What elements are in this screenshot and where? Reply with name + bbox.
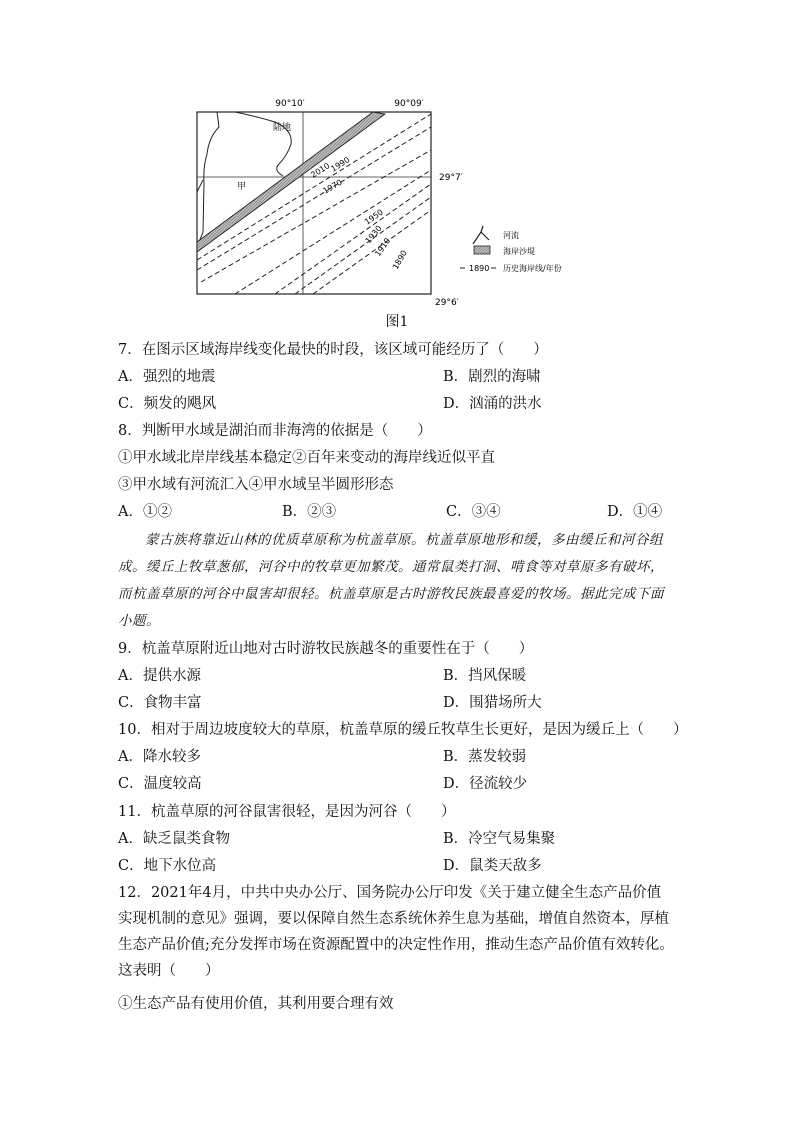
coastline-map-figure (195, 92, 595, 307)
q9-option-c: C．食物丰富 (118, 695, 202, 711)
q12-statement-1: ①生态产品有使用价值，其利用要合理有效 (118, 996, 394, 1012)
q11-option-d: D．鼠类天敌多 (443, 858, 542, 874)
lon-label-left: 90°10′ (275, 99, 305, 109)
q11-option-a: A．缺乏鼠类食物 (118, 831, 230, 847)
legend-history-sample: 1890 (469, 264, 490, 273)
q10-option-c: C．温度较高 (118, 776, 202, 792)
legend-history-shoreline: 历史海岸线/年份 (503, 264, 562, 273)
q11-stem: 11．杭盖草原的河谷鼠害很轻，是因为河谷（ ） (118, 804, 456, 820)
q8-stem: 8．判断甲水域是湖泊而非海湾的依据是（ ） (118, 423, 432, 439)
passage-text: 蒙古族将靠近山林的优质草原称为杭盖草原。杭盖草原地形和缓，多由缓丘和河谷组成。缓丘上牧草葱郁，河谷中的牧草更加繁茂。通常鼠类打洞、啃食等对草原多有破坏，而杭盖草原的河谷中鼠害却很轻。杭盖草原是古时游牧民族最喜爱的牧场。据此完成下面小题。 (118, 532, 664, 629)
label-land: 陆地 (273, 123, 292, 133)
q10-option-b: B．蒸发较弱 (443, 749, 527, 765)
lat-label-bottom: 29°6′ (435, 298, 459, 307)
q7-option-b: B．剧烈的海啸 (443, 369, 541, 385)
q9-stem: 9．杭盖草原附近山地对古时游牧民族越冬的重要性在于（ ） (118, 641, 534, 657)
q12-stem: 12．2021年4月，中共中央办公厅、国务院办公厅印发《关于建立健全生态产品价值实现机制的意见》强调，要以保障自然生态系统休养生息为基础，增值自然资本，厚植生态产品价值;充分发挥市场在资源配置中的决定性作用，推动生态产品价值有效转化。这表明（ ） (118, 885, 674, 979)
q8-option-c: C．③④ (446, 504, 501, 520)
q8-option-b: B．②③ (282, 504, 337, 520)
q7-option-d: D．汹涌的洪水 (443, 396, 542, 412)
q7-option-a: A．强烈的地震 (118, 369, 216, 385)
lat-label-top: 29°7′ (439, 173, 463, 183)
q10-stem: 10．相对于周边坡度较大的草原，杭盖草原的缓丘牧草生长更好，是因为缓丘上（ ） (118, 722, 688, 738)
year-label-1890: 1890 (390, 248, 409, 271)
q10-option-d: D．径流较少 (443, 776, 528, 792)
figure-caption: 图1 (385, 314, 409, 330)
q7-option-c: C．频发的飓风 (118, 396, 217, 412)
year-label-1990: 1990 (329, 155, 352, 174)
q11-option-c: C．地下水位高 (118, 858, 217, 874)
year-label-1950: 1950 (362, 207, 385, 227)
q7-stem: 7．在图示区域海岸线变化最快的时段，该区域可能经历了（ ） (118, 342, 548, 358)
q8-option-d: D．①④ (607, 504, 663, 520)
coastal-sand-dike (197, 112, 385, 252)
q8-option-a: A．①② (118, 504, 172, 520)
river-line (197, 180, 203, 192)
legend-river: 河流 (503, 231, 519, 240)
q8-statement-2: ③甲水域有河流汇入④甲水域呈半圆形形态 (118, 477, 394, 493)
q10-option-a: A．降水较多 (118, 749, 201, 765)
map-legend (460, 226, 562, 273)
reading-passage (118, 527, 674, 635)
year-label-2010: 2010 (309, 161, 332, 180)
q9-option-d: D．围猎场所大 (443, 695, 542, 711)
q8-statement-1: ①甲水域北岸岸线基本稳定②百年来变动的海岸线近似平直 (118, 450, 495, 466)
q9-option-a: A．提供水源 (118, 668, 201, 684)
label-jia: 甲 (237, 182, 247, 192)
q11-option-b: B．冷空气易集聚 (443, 831, 556, 847)
river-legend-icon (473, 226, 489, 244)
year-label-1910: 1910 (373, 236, 393, 259)
legend-sand-dike: 海岸沙堤 (503, 247, 535, 256)
coastline-map (195, 92, 595, 307)
sand-dike-legend-icon (474, 246, 490, 254)
year-label-1930: 1930 (363, 223, 384, 246)
q9-option-b: B．挡风保暖 (443, 668, 527, 684)
lon-label-right: 90°09′ (394, 99, 424, 109)
land-boundary (235, 112, 291, 176)
year-label-1970: 1970 (321, 177, 344, 196)
